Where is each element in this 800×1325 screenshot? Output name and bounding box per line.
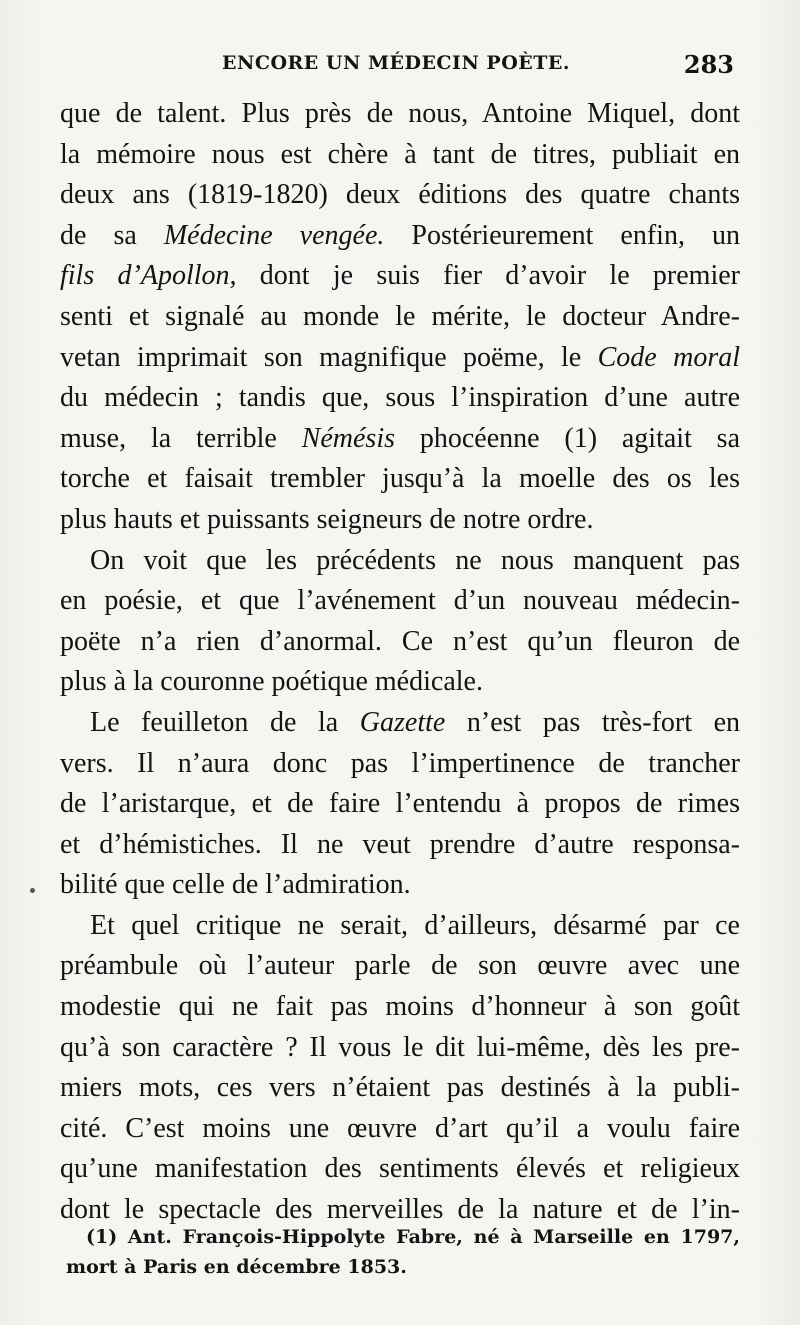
text-segment: plus hauts et puissants seigneurs de notre ordre. — [60, 503, 594, 535]
text-segment: du médecin ; tandis que, sous l’inspiration d’une autre — [60, 382, 740, 414]
footnote-line: mort à Paris en décembre 1853. — [66, 1256, 407, 1278]
text-line — [60, 94, 740, 135]
text-line — [60, 1028, 740, 1069]
italic-text: fils d’Apollon, — [60, 260, 237, 292]
text-segment: n’est pas très-fort en — [445, 706, 741, 738]
page-header — [60, 50, 740, 84]
text-line — [60, 1068, 740, 1109]
text-segment: cité. C’est moins une œuvre d’art qu’il a voulu faire — [60, 1112, 740, 1144]
text-segment: qu’une manifestation des sentiments élevés et religieux — [60, 1153, 740, 1185]
text-segment: qu’à son caractère ? Il vous le dit lui-même, dès les pre- — [60, 1031, 740, 1063]
text-segment: modestie qui ne fait pas moins d’honneur à son goût — [60, 991, 740, 1023]
text-segment: et d’hémistiches. Il ne veut prendre d’autre responsa- — [60, 828, 740, 860]
text-line — [60, 216, 740, 257]
text-line — [60, 865, 740, 906]
text-line — [60, 256, 740, 297]
text-line — [60, 541, 740, 582]
italic-text: Code moral — [597, 341, 740, 373]
text-segment: Postérieurement enfin, un — [384, 219, 740, 251]
text-segment: senti et signalé au monde le mérite, le docteur Andre- — [60, 300, 740, 332]
text-segment: en poésie, et que l’avénement d’un nouveau médecin- — [60, 585, 740, 617]
page-number: 283 — [683, 50, 734, 79]
text-segment: torche et faisait trembler jusqu’à la moelle des os les — [60, 463, 740, 495]
body-text — [60, 94, 740, 1231]
ink-speck — [30, 888, 35, 893]
text-segment: muse, la terrible — [60, 422, 302, 454]
text-segment: de l’aristarque, et de faire l’entendu à propos de rimes — [60, 788, 740, 820]
text-line — [60, 744, 740, 785]
footnote-line: (1) Ant. François-Hippolyte Fabre, né à Marseille en 1797, — [86, 1226, 740, 1248]
text-segment: dont je suis fier d’avoir le premier — [236, 260, 740, 292]
text-line — [60, 459, 740, 500]
text-line — [60, 297, 740, 338]
text-line — [60, 135, 740, 176]
text-segment: Et quel critique ne serait, d’ailleurs, désarmé par ce — [90, 909, 740, 941]
text-segment: préambule où l’auteur parle de son œuvre avec une — [60, 950, 740, 982]
text-line — [60, 987, 740, 1028]
text-segment: plus à la couronne poétique médicale. — [60, 666, 483, 698]
text-segment: bilité que celle de l’admiration. — [60, 869, 411, 901]
text-line — [60, 419, 740, 460]
text-line — [60, 338, 740, 379]
text-segment: la mémoire nous est chère à tant de titres, publiait en — [60, 138, 740, 170]
text-segment: vetan imprimait son magnifique poëme, le — [60, 341, 598, 373]
text-segment: que de talent. Plus près de nous, Antoine Miquel, dont — [60, 98, 740, 129]
text-segment: phocéenne (1) agitait sa — [395, 422, 741, 454]
text-line — [60, 946, 740, 987]
italic-text: Gazette — [359, 706, 446, 738]
footnotes — [66, 1222, 740, 1282]
running-title: ENCORE UN MÉDECIN POÈTE. — [222, 52, 570, 74]
text-segment: Le feuilleton de la — [90, 706, 360, 738]
text-line — [60, 1109, 740, 1150]
text-line — [60, 581, 740, 622]
text-line — [60, 906, 740, 947]
text-line — [60, 1149, 740, 1190]
text-line — [60, 784, 740, 825]
italic-text: Némésis — [301, 422, 395, 454]
italic-text: Médecine vengée. — [163, 219, 385, 251]
text-segment: poëte n’a rien d’anormal. Ce n’est qu’un fleuron de — [60, 625, 740, 657]
text-line — [60, 703, 740, 744]
text-line — [60, 175, 740, 216]
text-segment: vers. Il n’aura donc pas l’impertinence de trancher — [60, 747, 740, 779]
text-segment: dont le spectacle des merveilles de la nature et de l’in- — [60, 1194, 740, 1226]
text-segment: miers mots, ces vers n’étaient pas destinés à la publi- — [60, 1072, 740, 1104]
text-line — [60, 378, 740, 419]
text-line — [60, 622, 740, 663]
text-segment: deux ans (1819-1820) deux éditions des quatre chants — [60, 179, 740, 211]
text-segment: On voit que les précédents ne nous manquent pas — [90, 544, 740, 576]
text-segment: de sa — [60, 219, 164, 251]
text-line — [60, 662, 740, 703]
text-line — [60, 825, 740, 866]
text-line — [60, 500, 740, 541]
